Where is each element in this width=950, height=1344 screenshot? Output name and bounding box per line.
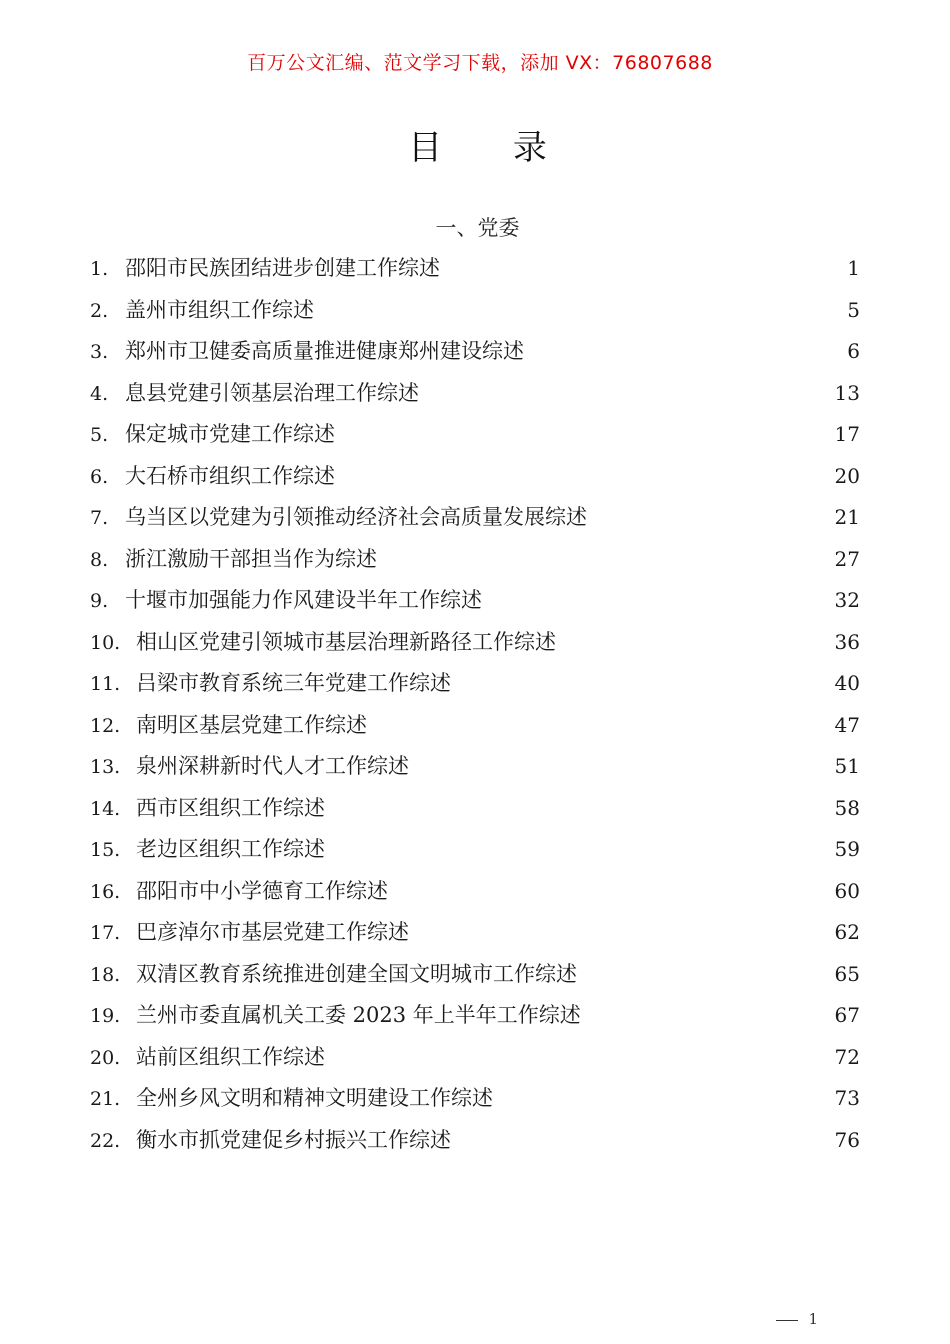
toc-entry-number: 10. <box>90 631 121 654</box>
page-footer <box>776 1310 818 1328</box>
toc-entry-page: 36 <box>834 629 860 654</box>
toc-entry[interactable] <box>90 746 860 788</box>
toc-entry-title: 双清区教育系统推进创建全国文明城市工作综述 <box>136 961 577 986</box>
toc-entry-page: 5 <box>847 297 860 322</box>
toc-entry-title: 保定城市党建工作综述 <box>125 422 335 446</box>
toc-entry-number: 9. <box>90 590 109 612</box>
toc-entry-number: 7. <box>90 507 109 529</box>
toc-entry-page: 72 <box>834 1044 860 1069</box>
toc-entry-title: 郑州市卫健委高质量推进健康郑州建设综述 <box>125 339 524 363</box>
toc-entry-number: 8. <box>90 548 109 571</box>
toc-entry-page: 59 <box>834 837 860 861</box>
toc-entry-title: 大石桥市组织工作综述 <box>125 463 335 488</box>
toc-entry-title: 浙江激励干部担当作为综述 <box>125 546 377 571</box>
toc-entry-title: 老边区组织工作综述 <box>136 837 325 861</box>
toc-entry-page: 65 <box>834 961 860 986</box>
toc-entry-page: 47 <box>834 712 860 737</box>
toc-entry-number: 6. <box>90 465 109 488</box>
toc-entry-number: 20. <box>90 1046 121 1069</box>
toc-entry[interactable] <box>90 912 860 954</box>
toc-entry-number: 17. <box>90 922 121 944</box>
toc-entry-number: 3. <box>90 341 109 363</box>
toc-entry-number: 2. <box>90 299 109 322</box>
footer-dash <box>776 1320 798 1321</box>
page-title: 目 录 <box>408 128 577 168</box>
header-banner: 百万公文汇编、范文学习下载，添加 VX：76807688 <box>247 52 713 74</box>
toc-entry-number: 18. <box>90 963 121 986</box>
toc-entry-page: 40 <box>834 671 860 695</box>
toc-entry-title: 全州乡风文明和精神文明建设工作综述 <box>136 1086 493 1110</box>
toc-entry-page: 13 <box>834 380 860 405</box>
toc-entry-page: 32 <box>834 588 860 612</box>
toc-entry-page: 67 <box>834 1003 860 1027</box>
toc-entry[interactable] <box>90 331 860 373</box>
section-heading: 一、党委 <box>435 216 520 240</box>
footer-page-number: 1 <box>808 1310 818 1328</box>
toc-entry-number: 5. <box>90 424 109 446</box>
toc-entry-number: 4. <box>90 382 109 405</box>
toc-entry-title: 十堰市加强能力作风建设半年工作综述 <box>125 588 482 612</box>
toc-entry[interactable] <box>90 373 860 415</box>
toc-entry[interactable] <box>90 456 860 498</box>
toc-entry-number: 15. <box>90 839 121 861</box>
toc-entry-page: 76 <box>834 1127 860 1152</box>
toc-entry-title: 邵阳市中小学德育工作综述 <box>136 878 388 903</box>
toc-entry-title: 衡水市抓党建促乡村振兴工作综述 <box>136 1127 451 1152</box>
toc-entry[interactable] <box>90 622 860 664</box>
toc-entry-title: 吕梁市教育系统三年党建工作综述 <box>136 671 451 695</box>
toc-entry[interactable] <box>90 871 860 913</box>
toc-entry-title: 乌当区以党建为引领推动经济社会高质量发展综述 <box>125 505 587 529</box>
toc-entry[interactable] <box>90 414 860 456</box>
toc-entry-page: 17 <box>834 422 860 446</box>
toc-entry-title: 南明区基层党建工作综述 <box>136 712 367 737</box>
toc-entry-number: 16. <box>90 880 121 903</box>
toc-entry[interactable] <box>90 1037 860 1079</box>
toc-entry-page: 73 <box>834 1086 860 1110</box>
toc-entry-page: 58 <box>834 795 860 820</box>
toc-entry-page: 27 <box>834 546 860 571</box>
toc-entry-page: 51 <box>834 754 860 778</box>
toc-entry-page: 21 <box>834 505 860 529</box>
toc-entry-title: 西市区组织工作综述 <box>136 795 325 820</box>
toc-entry[interactable] <box>90 829 860 871</box>
toc-entry-number: 11. <box>90 673 121 695</box>
toc-entry-title: 息县党建引领基层治理工作综述 <box>125 380 419 405</box>
toc-entry-number: 22. <box>90 1129 121 1152</box>
toc-entry-title: 巴彦淖尔市基层党建工作综述 <box>136 920 409 944</box>
toc-entry[interactable] <box>90 788 860 830</box>
toc-entry-page: 6 <box>847 339 860 363</box>
toc-entry-title: 盖州市组织工作综述 <box>125 297 314 322</box>
toc-entry[interactable] <box>90 995 860 1037</box>
toc-entry[interactable] <box>90 497 860 539</box>
toc-entry-number: 13. <box>90 756 121 778</box>
toc-entry-number: 21. <box>90 1088 121 1110</box>
toc-entry[interactable] <box>90 290 860 332</box>
toc-entry[interactable] <box>90 580 860 622</box>
toc-entry-title: 泉州深耕新时代人才工作综述 <box>136 754 409 778</box>
toc-entry-page: 62 <box>834 920 860 944</box>
toc-entry[interactable] <box>90 954 860 996</box>
toc-entry[interactable] <box>90 705 860 747</box>
toc-entry-number: 12. <box>90 714 121 737</box>
toc-entry-title: 邵阳市民族团结进步创建工作综述 <box>125 256 440 280</box>
toc-entry-page: 60 <box>834 878 860 903</box>
toc-entry[interactable] <box>90 663 860 705</box>
toc-entry-number: 1. <box>90 258 109 280</box>
toc-entry-page: 1 <box>847 256 860 280</box>
toc-entry-number: 19. <box>90 1005 121 1027</box>
toc-entry[interactable] <box>90 1078 860 1120</box>
toc-entry-title: 兰州市委直属机关工委 2023 年上半年工作综述 <box>136 1003 581 1027</box>
table-of-contents <box>90 248 860 1161</box>
toc-entry-number: 14. <box>90 797 121 820</box>
toc-entry-title: 相山区党建引领城市基层治理新路径工作综述 <box>136 629 556 654</box>
toc-entry[interactable] <box>90 539 860 581</box>
toc-entry[interactable] <box>90 1120 860 1162</box>
toc-entry-title: 站前区组织工作综述 <box>136 1044 325 1069</box>
toc-entry-page: 20 <box>834 463 860 488</box>
toc-entry[interactable] <box>90 248 860 290</box>
